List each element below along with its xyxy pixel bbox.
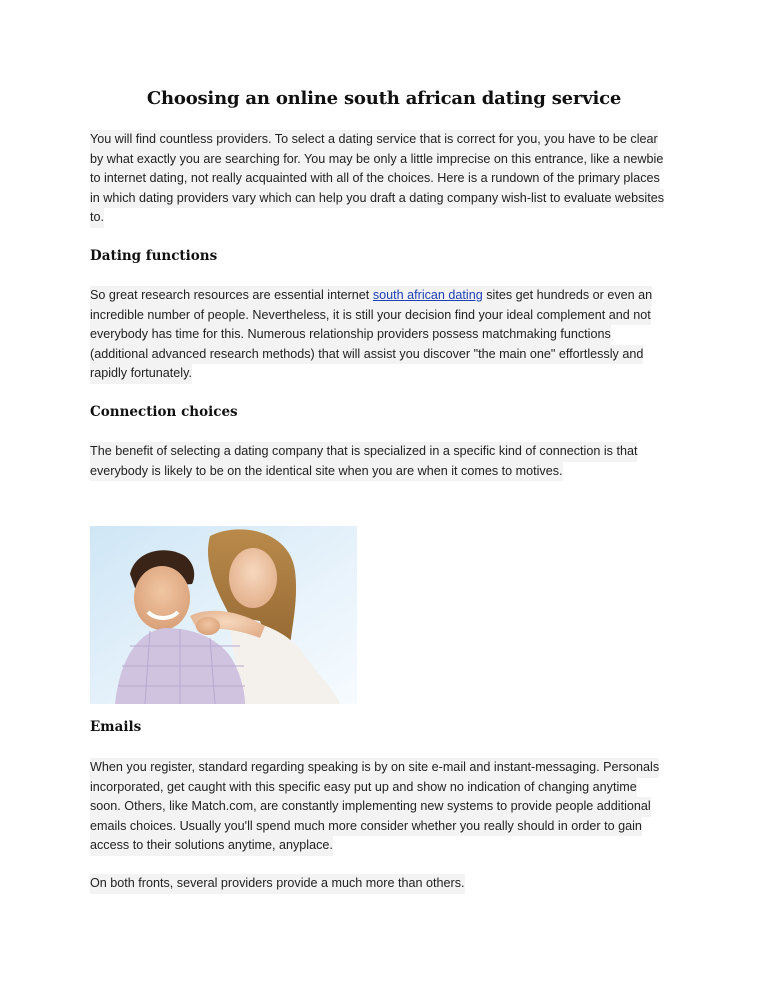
text-line: (additional advanced research methods) that will assist you discover "the main one" effortlessly and	[90, 345, 643, 365]
text-line: The benefit of selecting a dating company that is specialized in a specific kind of connection is that	[90, 442, 637, 462]
text-fragment: So great research resources are essential internet	[90, 288, 373, 302]
closing-paragraph	[90, 874, 680, 894]
section-heading-emails: Emails	[90, 719, 142, 735]
text-line: incorporated, get caught with this specific easy put up and show no indication of changing anytime	[90, 778, 637, 798]
text-line: access to their solutions anytime, anyplace.	[90, 836, 333, 856]
text-line: rapidly fortunately.	[90, 364, 192, 384]
couple-photo	[90, 526, 357, 704]
text-line: You will find countless providers. To select a dating service that is correct for you, you have to be clear	[90, 130, 658, 150]
connection-choices-paragraph	[90, 442, 680, 481]
intro-paragraph	[90, 130, 680, 228]
text-line: On both fronts, several providers provide a much more than others.	[90, 874, 465, 894]
emails-paragraph	[90, 758, 680, 856]
text-line: everybody is likely to be on the identical site when you are when it comes to motives.	[90, 462, 563, 482]
dating-functions-paragraph	[90, 286, 680, 384]
south-african-dating-link[interactable]: south african dating	[372, 288, 483, 302]
text-line: soon. Others, like Match.com, are constantly implementing new systems to provide people additional	[90, 797, 651, 817]
text-line: by what exactly you are searching for. You may be only a little imprecise on this entrance, like a newbie	[90, 150, 663, 170]
section-heading-dating-functions: Dating functions	[90, 248, 218, 264]
text-line: emails choices. Usually you'll spend much more consider whether you really should in order to gain	[90, 817, 642, 837]
page-title: Choosing an online south african dating service	[146, 88, 622, 109]
text-line: incredible number of people. Nevertheless, it is still your decision find your ideal complement and not	[90, 306, 651, 326]
text-line: When you register, standard regarding speaking is by on site e-mail and instant-messaging. Personals	[90, 758, 659, 778]
text-line: to internet dating, not really acquainted with all of the choices. Here is a rundown of the primary places	[90, 169, 660, 189]
text-line	[90, 286, 652, 306]
text-line: to.	[90, 208, 104, 228]
text-fragment: sites get hundreds or even an	[482, 288, 653, 302]
text-line: everybody has time for this. Numerous relationship providers possess matchmaking functions	[90, 325, 611, 345]
section-heading-connection-choices: Connection choices	[90, 404, 238, 420]
text-line: in which dating providers vary which can help you draft a dating company wish-list to evaluate websites	[90, 189, 664, 209]
